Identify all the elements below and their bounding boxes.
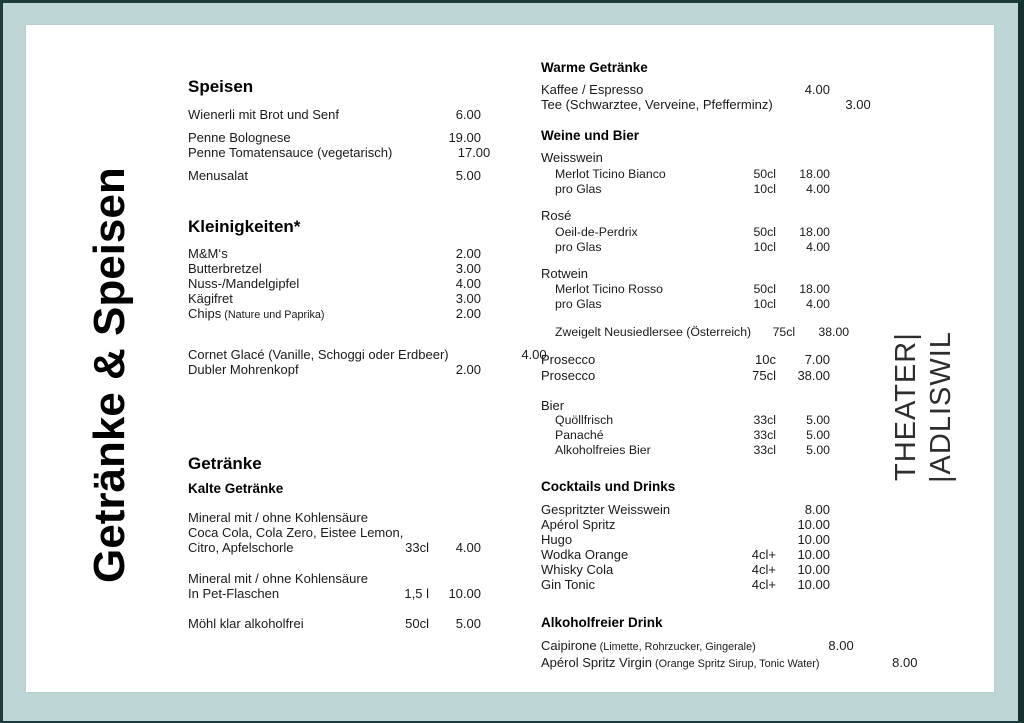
item-quantity: 4cl+ — [751, 577, 776, 592]
item-name: pro Glas — [555, 297, 602, 311]
item-name: Caipirone (Limette, Rohrzucker, Gingerale) — [541, 638, 756, 653]
item-quantity: 50cl — [405, 616, 429, 631]
menu-item-row — [541, 282, 830, 297]
item-price: 38.00 — [818, 325, 850, 339]
item-price: 8.00 — [892, 655, 918, 670]
item-name: Cornet Glacé (Vanille, Schoggi oder Erdbeer) — [188, 347, 449, 362]
section-title: Getränke — [188, 454, 262, 473]
item-price: 4.00 — [806, 240, 830, 254]
item-quantity: 33cl — [405, 540, 429, 555]
item-price: 4.00 — [521, 347, 547, 362]
item-name: Tee (Schwarztee, Verveine, Pfefferminz) — [541, 97, 773, 112]
subsection-title: Alkoholfreier Drink — [541, 615, 663, 630]
item-note: (Nature und Paprika) — [221, 309, 325, 321]
group-label: Rosé — [541, 208, 572, 223]
subsection-title: Weine und Bier — [541, 128, 640, 143]
menu-item-row — [188, 145, 491, 160]
menu-item-row — [541, 577, 830, 592]
section-title: Kleinigkeiten* — [188, 217, 301, 236]
item-name: Butterbretzel — [188, 261, 262, 276]
item-price: 18.00 — [799, 225, 830, 239]
menu-item-row — [188, 276, 481, 291]
item-name: Menusalat — [188, 168, 248, 183]
item-price: 3.00 — [455, 261, 481, 276]
item-quantity: 50cl — [753, 225, 776, 239]
menu-item-row — [188, 362, 481, 377]
item-name: Merlot Ticino Rosso — [555, 282, 663, 296]
item-name: pro Glas — [555, 240, 602, 254]
group-label: Weisswein — [541, 150, 603, 165]
item-quantity: 1,5 l — [404, 586, 429, 601]
item-price: 10.00 — [797, 577, 830, 592]
menu-item-row — [541, 413, 830, 428]
item-price: 5.00 — [806, 428, 830, 442]
menu-item-row — [541, 655, 918, 672]
menu-item-row — [188, 261, 481, 276]
item-price: 7.00 — [804, 352, 830, 367]
item-price: 2.00 — [455, 246, 481, 261]
menu-item-row — [188, 107, 481, 122]
item-name: Zweigelt Neusiedlersee (Österreich) — [555, 325, 752, 339]
subsection-title: Cocktails und Drinks — [541, 479, 676, 494]
menu-item-row — [188, 130, 481, 145]
item-note: (Limette, Rohrzucker, Gingerale) — [596, 641, 756, 653]
item-name: Penne Tomatensauce (vegetarisch) — [188, 145, 393, 160]
item-name: Apérol Spritz — [541, 517, 616, 532]
item-price: 8.00 — [828, 638, 854, 653]
item-quantity: 33cl — [753, 443, 776, 457]
item-price: 10.00 — [797, 532, 830, 547]
item-name: Dubler Mohrenkopf — [188, 362, 299, 377]
item-name: Prosecco — [541, 368, 596, 383]
item-name: M&M‘s — [188, 246, 228, 261]
menu-item-row — [541, 562, 830, 577]
item-price: 2.00 — [455, 306, 481, 321]
item-price: 5.00 — [455, 168, 481, 183]
item-name: Citro, Apfelschorle — [188, 540, 294, 555]
item-quantity: 10cl — [753, 297, 776, 311]
menu-item-row — [188, 347, 547, 362]
theater-adliswil-logo — [889, 257, 965, 481]
menu-side-title: Getränke & Speisen — [85, 167, 134, 583]
menu-item-row — [541, 428, 830, 443]
item-name: Oeil-de-Perdrix — [555, 225, 638, 239]
logo-line-theater: THEATER| — [890, 332, 922, 481]
item-quantity: 33cl — [753, 413, 776, 427]
item-quantity: 75cl — [752, 368, 776, 383]
menu-column-food — [188, 76, 547, 631]
item-price: 17.00 — [457, 145, 491, 160]
item-name: Gin Tonic — [541, 577, 595, 592]
item-price: 10.00 — [448, 586, 481, 601]
item-price: 4.00 — [806, 297, 830, 311]
item-name: Kägifret — [188, 291, 233, 306]
item-name: Merlot Ticino Bianco — [555, 167, 666, 181]
item-name: Wodka Orange — [541, 547, 629, 562]
item-name: Gespritzter Weisswein — [541, 502, 671, 517]
menu-item-row — [541, 352, 830, 367]
item-price: 3.00 — [845, 97, 871, 112]
item-name: Prosecco — [541, 352, 596, 367]
item-name: Möhl klar alkoholfrei — [188, 616, 304, 631]
item-quantity: 75cl — [772, 325, 796, 339]
menu-item-row — [188, 306, 481, 323]
group-label: Bier — [541, 398, 565, 413]
item-name: Wienerli mit Brot und Senf — [188, 107, 340, 122]
menu-item-row — [188, 291, 481, 306]
menu-item-row — [188, 586, 481, 601]
menu-item-row — [541, 182, 830, 197]
item-quantity: 10cl — [753, 240, 776, 254]
item-price: 5.00 — [455, 616, 481, 631]
menu-item-row — [541, 225, 830, 240]
menu-item-row — [541, 502, 830, 517]
menu-item-row — [188, 525, 481, 540]
item-name: Chips (Nature und Paprika) — [188, 306, 325, 321]
item-quantity: 4cl+ — [751, 562, 776, 577]
menu-item-row — [541, 97, 871, 112]
item-note: (Orange Spritz Sirup, Tonic Water) — [652, 658, 820, 670]
menu-item-row — [188, 616, 481, 631]
item-name: Coca Cola, Cola Zero, Eistee Lemon, — [188, 525, 404, 540]
menu-item-row — [541, 517, 830, 532]
item-price: 6.00 — [455, 107, 481, 122]
item-price: 4.00 — [455, 276, 481, 291]
item-quantity: 4cl+ — [751, 547, 776, 562]
menu-item-row — [541, 167, 830, 182]
menu-item-row — [541, 638, 854, 655]
item-quantity: 33cl — [753, 428, 776, 442]
item-price: 10.00 — [797, 517, 830, 532]
item-price: 19.00 — [448, 130, 481, 145]
item-name: In Pet-Flaschen — [188, 586, 280, 601]
menu-item-row — [541, 240, 830, 255]
menu-item-row — [188, 246, 481, 261]
menu-item-row — [541, 547, 830, 562]
menu-item-row — [188, 571, 481, 586]
item-name: Hugo — [541, 532, 573, 547]
item-quantity: 50cl — [753, 167, 776, 181]
item-price: 5.00 — [806, 413, 830, 427]
subsection-title: Warme Getränke — [541, 60, 648, 75]
menu-item-row — [541, 297, 830, 312]
item-price: 4.00 — [804, 82, 830, 97]
item-name: pro Glas — [555, 182, 602, 196]
logo-line-adliswil: |ADLISWIL — [925, 331, 957, 483]
menu-item-row — [188, 540, 481, 555]
menu-item-row — [541, 82, 830, 97]
item-price: 10.00 — [797, 547, 830, 562]
item-name: Panaché — [555, 428, 604, 442]
item-name: Mineral mit / ohne Kohlensäure — [188, 510, 368, 525]
item-price: 5.00 — [806, 443, 830, 457]
item-price: 18.00 — [799, 167, 830, 181]
item-price: 8.00 — [804, 502, 830, 517]
item-quantity: 10c — [755, 352, 776, 367]
item-price: 38.00 — [797, 368, 830, 383]
item-quantity: 50cl — [753, 282, 776, 296]
section-title: Speisen — [188, 77, 254, 96]
item-price: 10.00 — [797, 562, 830, 577]
group-label: Rotwein — [541, 266, 588, 281]
item-name: Mineral mit / ohne Kohlensäure — [188, 571, 368, 586]
item-quantity: 10cl — [753, 182, 776, 196]
menu-item-row — [188, 510, 481, 525]
item-name: Apérol Spritz Virgin (Orange Spritz Sirup, Tonic Water) — [541, 655, 820, 670]
item-name: Kaffee / Espresso — [541, 82, 644, 97]
item-price: 3.00 — [455, 291, 481, 306]
menu-item-row — [541, 532, 830, 547]
item-name: Nuss-/Mandelgipfel — [188, 276, 300, 291]
menu-item-row — [541, 325, 850, 340]
item-price: 18.00 — [799, 282, 830, 296]
menu-item-row — [541, 368, 830, 383]
item-price: 2.00 — [455, 362, 481, 377]
item-name: Quöllfrisch — [555, 413, 614, 427]
menu-item-row — [541, 443, 830, 458]
subsection-title: Kalte Getränke — [188, 481, 284, 496]
item-name: Alkoholfreies Bier — [555, 443, 651, 457]
item-name: Penne Bolognese — [188, 130, 291, 145]
item-price: 4.00 — [455, 540, 481, 555]
item-price: 4.00 — [806, 182, 830, 196]
item-name: Whisky Cola — [541, 562, 614, 577]
menu-item-row — [188, 168, 481, 183]
